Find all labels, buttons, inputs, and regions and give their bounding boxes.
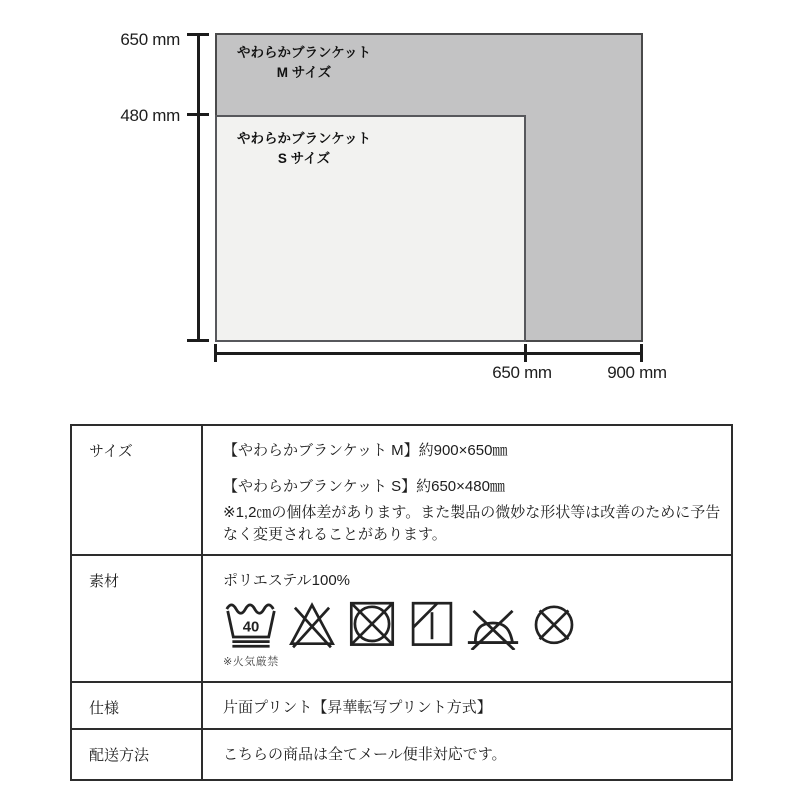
shipping-text: こちらの商品は全てメール便非対応です。 — [223, 746, 507, 763]
row-header-size: サイズ — [71, 425, 202, 555]
blanket-m-label — [233, 43, 375, 83]
row-header-spec: 仕様 — [71, 682, 202, 729]
blanket-s-label — [233, 129, 375, 169]
table-row-spec — [71, 682, 732, 729]
table-row-material — [71, 555, 732, 682]
horizontal-tick-900 — [640, 344, 643, 362]
fire-warning-text: ※火気厳禁 — [223, 656, 279, 668]
height-label-650mm: 650 mm — [120, 30, 180, 49]
do-not-iron-icon — [465, 596, 521, 650]
spec-text: 片面プリント【昇華転写プリント方式】 — [223, 699, 492, 716]
blanket-m-label-line2: M サイズ — [276, 65, 332, 80]
size-m-text: 【やわらかブランケット M】約900×650㎜ — [223, 442, 508, 459]
height-label-480mm: 480 mm — [120, 106, 180, 125]
vertical-tick-480 — [187, 113, 209, 116]
row-content-material — [202, 555, 732, 682]
blanket-m-label-line1: やわらかブランケット — [236, 45, 372, 60]
vertical-tick-650 — [187, 33, 209, 36]
line-dry-in-shade-icon — [405, 596, 459, 650]
horizontal-tick-650 — [524, 344, 527, 362]
vertical-dimension-line — [197, 33, 200, 342]
horizontal-tick-0 — [214, 344, 217, 362]
do-not-bleach-icon — [285, 596, 339, 650]
blanket-s-label-line1: やわらかブランケット — [236, 131, 372, 146]
row-content-spec — [202, 682, 732, 729]
row-header-material: 素材 — [71, 555, 202, 682]
vertical-tick-0 — [187, 339, 209, 342]
horizontal-dimension-line — [215, 352, 643, 355]
row-content-size — [202, 425, 732, 555]
wash-40-very-gentle-icon — [223, 596, 279, 650]
svg-text:40: 40 — [242, 619, 260, 636]
blanket-s-label-line2: S サイズ — [277, 151, 331, 166]
size-note-text: ※1,2㎝の個体差があります。また製品の微妙な形状等は改善のために予告なく変更されることがあります。 — [223, 504, 721, 543]
material-text: ポリエステル100% — [223, 572, 351, 589]
blanket-s-rectangle — [215, 115, 526, 342]
table-row-size — [71, 425, 732, 555]
width-label-900mm: 900 mm — [607, 363, 667, 382]
care-symbols-row — [223, 596, 721, 650]
row-content-shipping — [202, 729, 732, 780]
spec-table — [70, 424, 733, 781]
size-s-text: 【やわらかブランケット S】約650×480㎜ — [223, 478, 505, 495]
table-row-shipping — [71, 729, 732, 780]
do-not-tumble-dry-icon — [345, 596, 399, 650]
do-not-dry-clean-icon — [527, 596, 581, 650]
row-header-shipping: 配送方法 — [71, 729, 202, 780]
width-label-650mm: 650 mm — [492, 363, 552, 382]
